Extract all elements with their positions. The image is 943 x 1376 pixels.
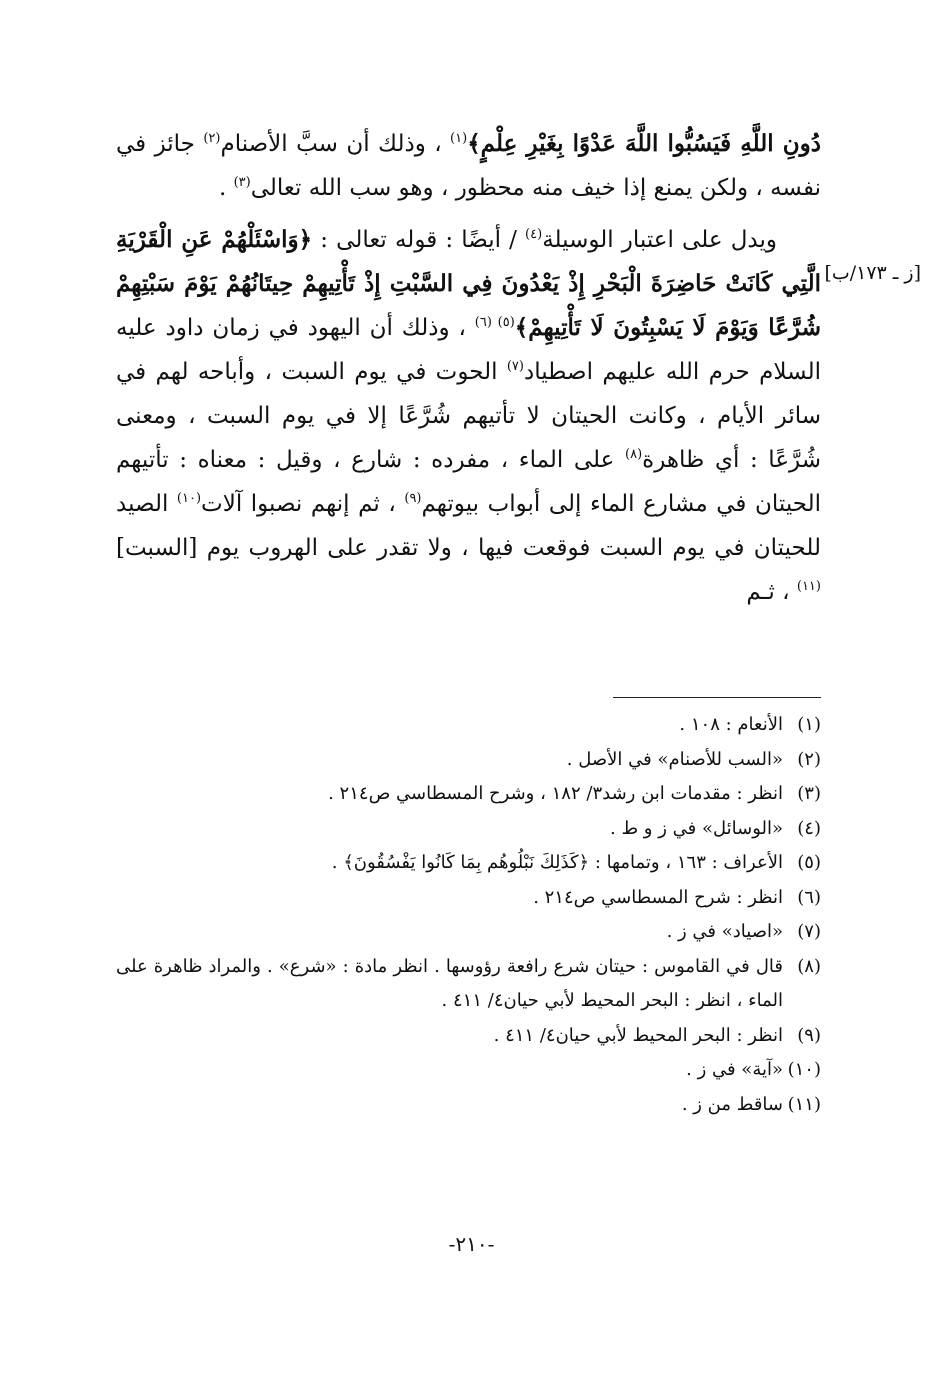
- footnote-ref-2: (٢): [203, 131, 221, 146]
- footnote-item: [116, 846, 821, 881]
- text-run: ، ثم إنهم نصبوا آلات: [201, 491, 405, 517]
- text-run: جائز في نفسه ، ولكن يمنع إذا خيف منه محظور ، وهو سب الله تعالى: [116, 131, 821, 201]
- footnote-item: [116, 1019, 821, 1054]
- paragraph-2: [116, 218, 821, 614]
- footnote-item: [116, 1088, 821, 1123]
- footnote-number: (٦): [797, 886, 821, 908]
- footnote-number: (٥): [797, 852, 821, 873]
- footnote-ref-9: (٩): [404, 491, 422, 506]
- footnote-separator: [613, 697, 821, 698]
- main-text: [116, 122, 821, 614]
- footnote-text: ساقط من ز .: [681, 1093, 783, 1115]
- footnote-item: [116, 743, 821, 778]
- footnote-text: الأعراف : ١٦٣ ، وتمامها : ﴿كَذَلِكَ نَبْلُوهُم بِمَا كَانُوا يَفْسُقُونَ﴾ .: [331, 852, 783, 873]
- text-run: ، وذلك أن اليهود في زمان داود عليه السلام حرم الله عليهم اصطياد: [116, 315, 822, 385]
- text-run: الصيد للحيتان في يوم السبت فوقعت فيها ، ولا تقدر على الهروب يوم [السبت]: [116, 491, 821, 561]
- footnote-ref-11: (١١): [796, 579, 821, 594]
- text-run: الحوت في يوم السبت ، وأباحه لهم في سائر الأيام ، وكانت الحيتان لا تأتيهم شُرَّعًا إلا في يوم السبت ، ومعنى شُرَّعًا : أي ظاهرة: [116, 359, 822, 473]
- footnote-ref-8: (٨): [625, 447, 643, 462]
- footnote-text: «الوسائل» في ز و ط .: [610, 817, 783, 839]
- footnote-text: انظر : شرح المسطاسي ص٢١٤ .: [533, 886, 783, 908]
- footnote-number: (١٠): [787, 1059, 821, 1080]
- quran-quote: ﴿وَاسْئَلْهُمْ عَنِ الْقَرْيَةِ الَّتِي كَانَتْ حَاضِرَةَ الْبَحْرِ إِذْ يَعْدُونَ فِي السَّبْتِ إِذْ تَأْتِيهِمْ حِيتَانُهُمْ يَوْمَ سَبْتِهِمْ شُرَّعًا وَيَوْمَ لَا يَسْبِتُونَ لَا تَأْتِيهِمْ﴾: [116, 226, 821, 341]
- footnote-item: [116, 915, 821, 950]
- footnote-number: (١): [797, 714, 821, 735]
- footnote-item: [116, 950, 821, 1019]
- footnote-number: (٩): [797, 1024, 821, 1046]
- footnote-text: قال في القاموس : حيتان شرع رافعة رؤوسها . انظر مادة : «شرع» . والمراد ظاهرة على الماء ، انظر : البحر المحيط لأبي حيان٤/ ٤١١ .: [116, 955, 783, 1011]
- footnote-text: «آية» في ز .: [686, 1059, 783, 1080]
- footnote-text: انظر : مقدمات ابن رشد٣/ ١٨٢ ، وشرح المسطاسي ص٢١٤ .: [328, 783, 783, 804]
- text-run: على الماء ، مفرده : شارع ، وقيل : معناه : تأتيهم الحيتان في مشارع الماء إلى أبواب بيوتهم: [116, 447, 822, 517]
- manuscript-folio-reference: [ز ـ ١٧٣/ب]: [824, 262, 921, 284]
- footnote-number: (٤): [797, 817, 821, 839]
- footnote-item: [116, 881, 821, 916]
- footnote-ref-1: (١): [450, 131, 468, 146]
- text-run: ، وذلك أن سبَّ الأصنام: [220, 131, 451, 157]
- footnote-ref-5-6: (٥) (٦): [474, 315, 515, 330]
- quran-quote: دُونِ اللَّهِ فَيَسُبُّوا اللَّهَ عَدْوًا بِغَيْرِ عِلْمٍ﴾: [467, 130, 821, 157]
- footnote-item: [116, 777, 821, 812]
- footnote-number: (٣): [797, 783, 821, 804]
- footnote-text: انظر : البحر المحيط لأبي حيان٤/ ٤١١ .: [493, 1024, 783, 1046]
- footnote-number: (١١): [787, 1093, 821, 1115]
- footnote-number: (٧): [797, 921, 821, 942]
- footnote-ref-3: (٣): [233, 175, 251, 190]
- text-run: .: [218, 175, 234, 201]
- text-run: ، ثـم: [746, 579, 797, 605]
- footnotes-list: [116, 708, 821, 1122]
- footnote-text: «اصياد» في ز .: [666, 921, 783, 942]
- text-run: ويدل على اعتبار الوسيلة: [542, 227, 777, 253]
- text-run: / أيضًا : قوله تعالى :: [312, 227, 526, 253]
- footnote-number: (٨): [797, 955, 821, 977]
- footnote-text: الأنعام : ١٠٨ .: [679, 714, 783, 735]
- footnote-item: [116, 1053, 821, 1088]
- footnote-text: «السب للأصنام» في الأصل .: [566, 748, 783, 770]
- footnote-item: [116, 708, 821, 743]
- paragraph-1: [116, 122, 821, 210]
- footnote-ref-7: (٧): [506, 359, 524, 374]
- footnote-ref-10: (١٠): [176, 491, 202, 506]
- footnote-item: [116, 812, 821, 847]
- footnote-ref-4: (٤): [525, 227, 543, 242]
- page-number: -٢١٠-: [448, 1232, 495, 1256]
- footnote-number: (٢): [797, 748, 821, 770]
